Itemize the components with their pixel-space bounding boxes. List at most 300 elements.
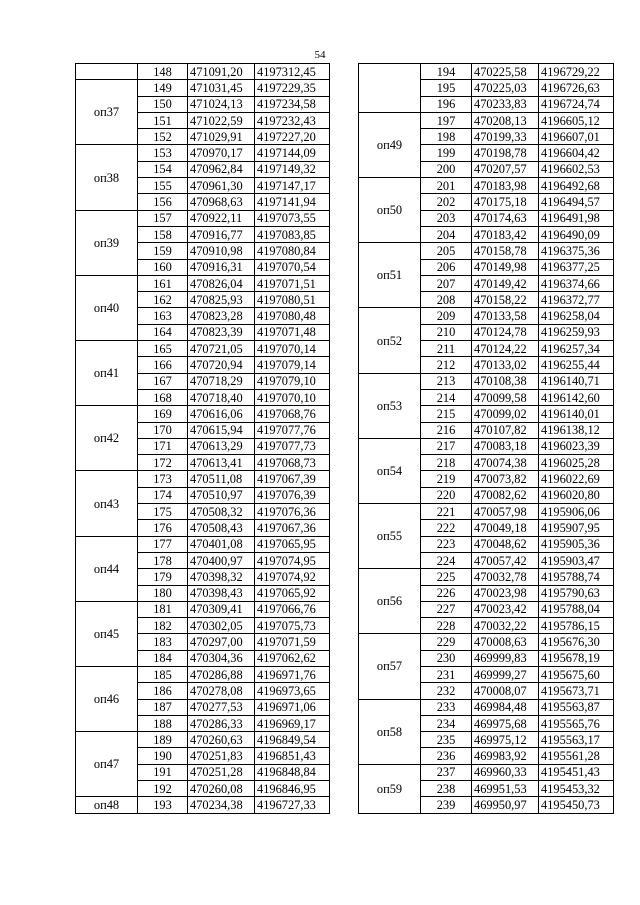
table-row [76,471,330,487]
table-row [359,504,614,520]
y-coordinate: 4195450,73 [539,797,614,813]
table-row [76,80,330,96]
point-number: 204 [421,226,472,242]
x-coordinate: 470613,29 [188,438,255,454]
y-coordinate: 4195907,95 [539,520,614,536]
y-coordinate: 4195903,47 [539,552,614,568]
point-number: 232 [421,683,472,699]
y-coordinate: 4197067,39 [255,471,330,487]
page-number: 54 [314,49,326,61]
y-coordinate: 4197070,14 [255,341,330,357]
y-coordinate: 4196255,44 [539,357,614,373]
y-coordinate: 4196257,34 [539,341,614,357]
y-coordinate: 4196492,68 [539,178,614,194]
x-coordinate: 470032,22 [472,618,539,634]
x-coordinate: 470962,84 [188,161,255,177]
y-coordinate: 4196372,77 [539,292,614,308]
point-number: 224 [421,552,472,568]
table-row [359,699,614,715]
point-number: 223 [421,536,472,552]
x-coordinate: 470158,78 [472,243,539,259]
y-coordinate: 4197232,43 [255,112,330,128]
y-coordinate: 4197067,36 [255,520,330,536]
y-coordinate: 4197083,85 [255,226,330,242]
y-coordinate: 4196142,60 [539,389,614,405]
x-coordinate: 469999,83 [472,650,539,666]
point-number: 170 [138,422,188,438]
point-number: 158 [138,226,188,242]
point-number: 148 [138,64,188,80]
x-coordinate: 470825,93 [188,292,255,308]
x-coordinate: 470398,32 [188,569,255,585]
x-coordinate: 469975,68 [472,715,539,731]
support-group-label: оп53 [359,373,421,438]
y-coordinate: 4197075,73 [255,618,330,634]
y-coordinate: 4197070,54 [255,259,330,275]
y-coordinate: 4195451,43 [539,764,614,780]
y-coordinate: 4196729,22 [539,64,614,80]
table-row [359,438,614,454]
y-coordinate: 4196494,57 [539,194,614,210]
point-number: 238 [421,781,472,797]
point-number: 237 [421,764,472,780]
x-coordinate: 470718,40 [188,389,255,405]
point-number: 182 [138,618,188,634]
y-coordinate: 4195563,17 [539,732,614,748]
point-number: 188 [138,715,188,731]
y-coordinate: 4196848,84 [255,764,330,780]
y-coordinate: 4197068,73 [255,455,330,471]
y-coordinate: 4196605,12 [539,112,614,128]
x-coordinate: 470049,18 [472,520,539,536]
point-number: 186 [138,683,188,699]
point-number: 165 [138,341,188,357]
x-coordinate: 470260,08 [188,781,255,797]
point-number: 156 [138,194,188,210]
point-number: 178 [138,552,188,568]
x-coordinate: 470260,63 [188,732,255,748]
support-group-label: оп48 [76,797,138,813]
point-number: 222 [421,520,472,536]
point-number: 195 [421,80,472,96]
point-number: 218 [421,455,472,471]
point-number: 212 [421,357,472,373]
point-number: 198 [421,129,472,145]
x-coordinate: 470107,82 [472,422,539,438]
y-coordinate: 4195678,19 [539,650,614,666]
y-coordinate: 4197077,76 [255,422,330,438]
y-coordinate: 4195563,87 [539,699,614,715]
point-number: 160 [138,259,188,275]
support-group-label: оп57 [359,634,421,699]
support-group-label: оп54 [359,438,421,503]
point-number: 201 [421,178,472,194]
x-coordinate: 470309,41 [188,601,255,617]
x-coordinate: 470718,29 [188,373,255,389]
y-coordinate: 4196490,09 [539,226,614,242]
support-group-label: оп58 [359,699,421,764]
y-coordinate: 4197234,58 [255,96,330,112]
support-group-label: оп55 [359,504,421,569]
point-number: 216 [421,422,472,438]
point-number: 191 [138,764,188,780]
y-coordinate: 4196604,42 [539,145,614,161]
x-coordinate: 470183,98 [472,178,539,194]
x-coordinate: 469999,27 [472,666,539,682]
point-number: 209 [421,308,472,324]
point-number: 215 [421,406,472,422]
point-number: 150 [138,96,188,112]
x-coordinate: 471031,45 [188,80,255,96]
support-group-label [359,64,421,113]
x-coordinate: 470961,30 [188,178,255,194]
table-row [76,145,330,161]
point-number: 187 [138,699,188,715]
point-number: 226 [421,585,472,601]
point-number: 196 [421,96,472,112]
y-coordinate: 4196727,33 [255,797,330,813]
y-coordinate: 4196025,28 [539,455,614,471]
point-number: 213 [421,373,472,389]
table-row [76,64,330,80]
x-coordinate: 470297,00 [188,634,255,650]
y-coordinate: 4196849,54 [255,732,330,748]
table-row [76,210,330,226]
y-coordinate: 4196726,63 [539,80,614,96]
point-number: 200 [421,161,472,177]
x-coordinate: 470823,28 [188,308,255,324]
y-coordinate: 4195565,76 [539,715,614,731]
table-row [359,764,614,780]
point-number: 149 [138,80,188,96]
x-coordinate: 469960,33 [472,764,539,780]
x-coordinate: 470099,02 [472,406,539,422]
y-coordinate: 4195673,71 [539,683,614,699]
x-coordinate: 470175,18 [472,194,539,210]
point-number: 192 [138,781,188,797]
table-row [359,569,614,585]
y-coordinate: 4196969,17 [255,715,330,731]
y-coordinate: 4197071,51 [255,275,330,291]
y-coordinate: 4197076,39 [255,487,330,503]
point-number: 153 [138,145,188,161]
x-coordinate: 470124,78 [472,324,539,340]
x-coordinate: 470234,38 [188,797,255,813]
y-coordinate: 4196971,76 [255,666,330,682]
y-coordinate: 4197073,55 [255,210,330,226]
x-coordinate: 470916,31 [188,259,255,275]
x-coordinate: 471091,20 [188,64,255,80]
x-coordinate: 470174,63 [472,210,539,226]
x-coordinate: 470207,57 [472,161,539,177]
y-coordinate: 4196607,01 [539,129,614,145]
support-group-label: оп50 [359,178,421,243]
x-coordinate: 470108,38 [472,373,539,389]
y-coordinate: 4197080,84 [255,243,330,259]
point-number: 162 [138,292,188,308]
y-coordinate: 4196140,71 [539,373,614,389]
x-coordinate: 470233,83 [472,96,539,112]
point-number: 214 [421,389,472,405]
support-group-label: оп56 [359,569,421,634]
y-coordinate: 4196846,95 [255,781,330,797]
point-number: 230 [421,650,472,666]
y-coordinate: 4195790,63 [539,585,614,601]
x-coordinate: 470823,39 [188,324,255,340]
x-coordinate: 471024,13 [188,96,255,112]
x-coordinate: 470208,13 [472,112,539,128]
x-coordinate: 470720,94 [188,357,255,373]
x-coordinate: 469950,97 [472,797,539,813]
point-number: 167 [138,373,188,389]
x-coordinate: 470199,33 [472,129,539,145]
x-coordinate: 470286,33 [188,715,255,731]
y-coordinate: 4197065,92 [255,585,330,601]
x-coordinate: 470401,08 [188,536,255,552]
point-number: 151 [138,112,188,128]
x-coordinate: 470158,22 [472,292,539,308]
point-number: 189 [138,732,188,748]
point-number: 183 [138,634,188,650]
x-coordinate: 470149,98 [472,259,539,275]
x-coordinate: 470968,63 [188,194,255,210]
y-coordinate: 4196602,53 [539,161,614,177]
y-coordinate: 4197147,17 [255,178,330,194]
point-number: 235 [421,732,472,748]
table-row [359,64,614,80]
x-coordinate: 470057,98 [472,504,539,520]
support-group-label: оп37 [76,80,138,145]
x-coordinate: 470183,42 [472,226,539,242]
table-row [76,732,330,748]
x-coordinate: 470225,58 [472,64,539,80]
y-coordinate: 4197144,09 [255,145,330,161]
y-coordinate: 4197229,35 [255,80,330,96]
table-row [359,308,614,324]
x-coordinate: 470082,62 [472,487,539,503]
point-number: 206 [421,259,472,275]
x-coordinate: 470277,53 [188,699,255,715]
x-coordinate: 470970,17 [188,145,255,161]
x-coordinate: 470198,78 [472,145,539,161]
x-coordinate: 470304,36 [188,650,255,666]
table-row [359,373,614,389]
point-number: 185 [138,666,188,682]
point-number: 234 [421,715,472,731]
x-coordinate: 470398,43 [188,585,255,601]
y-coordinate: 4196023,39 [539,438,614,454]
x-coordinate: 470099,58 [472,389,539,405]
point-number: 171 [138,438,188,454]
table-row [76,536,330,552]
x-coordinate: 470225,03 [472,80,539,96]
point-number: 159 [138,243,188,259]
point-number: 155 [138,178,188,194]
support-group-label: оп51 [359,243,421,308]
x-coordinate: 470400,97 [188,552,255,568]
point-number: 181 [138,601,188,617]
point-number: 236 [421,748,472,764]
point-number: 208 [421,292,472,308]
support-group-label: оп44 [76,536,138,601]
y-coordinate: 4196375,36 [539,243,614,259]
support-group-label: оп59 [359,764,421,813]
x-coordinate: 470048,62 [472,536,539,552]
y-coordinate: 4197080,48 [255,308,330,324]
point-number: 180 [138,585,188,601]
y-coordinate: 4195786,15 [539,618,614,634]
y-coordinate: 4196377,25 [539,259,614,275]
support-group-label: оп43 [76,471,138,536]
x-coordinate: 471022,59 [188,112,255,128]
point-number: 197 [421,112,472,128]
x-coordinate: 469984,48 [472,699,539,715]
x-coordinate: 470074,38 [472,455,539,471]
x-coordinate: 470508,32 [188,504,255,520]
x-coordinate: 470910,98 [188,243,255,259]
x-coordinate: 470133,58 [472,308,539,324]
table-row [76,666,330,682]
table-row [76,601,330,617]
support-group-label: оп47 [76,732,138,797]
point-number: 169 [138,406,188,422]
y-coordinate: 4195906,06 [539,504,614,520]
y-coordinate: 4196851,43 [255,748,330,764]
point-number: 221 [421,504,472,520]
y-coordinate: 4196022,69 [539,471,614,487]
x-coordinate: 469951,53 [472,781,539,797]
x-coordinate: 470023,42 [472,601,539,617]
support-group-label: оп41 [76,341,138,406]
y-coordinate: 4196020,80 [539,487,614,503]
x-coordinate: 470083,18 [472,438,539,454]
y-coordinate: 4197066,76 [255,601,330,617]
x-coordinate: 470615,94 [188,422,255,438]
point-number: 193 [138,797,188,813]
table-row [76,406,330,422]
y-coordinate: 4197080,51 [255,292,330,308]
point-number: 173 [138,471,188,487]
table-row [359,634,614,650]
x-coordinate: 470023,98 [472,585,539,601]
point-number: 177 [138,536,188,552]
y-coordinate: 4197071,59 [255,634,330,650]
point-number: 166 [138,357,188,373]
x-coordinate: 470008,07 [472,683,539,699]
point-number: 199 [421,145,472,161]
x-coordinate: 470073,82 [472,471,539,487]
y-coordinate: 4197062,62 [255,650,330,666]
x-coordinate: 470302,05 [188,618,255,634]
x-coordinate: 470510,97 [188,487,255,503]
y-coordinate: 4197227,20 [255,129,330,145]
x-coordinate: 470251,83 [188,748,255,764]
point-number: 157 [138,210,188,226]
point-number: 190 [138,748,188,764]
y-coordinate: 4195675,60 [539,666,614,682]
y-coordinate: 4197079,10 [255,373,330,389]
support-group-label: оп52 [359,308,421,373]
y-coordinate: 4197068,76 [255,406,330,422]
point-number: 154 [138,161,188,177]
x-coordinate: 470133,02 [472,357,539,373]
point-number: 194 [421,64,472,80]
x-coordinate: 470826,04 [188,275,255,291]
x-coordinate: 470286,88 [188,666,255,682]
support-group-label: оп49 [359,112,421,177]
y-coordinate: 4196491,98 [539,210,614,226]
point-number: 217 [421,438,472,454]
point-number: 172 [138,455,188,471]
point-number: 202 [421,194,472,210]
y-coordinate: 4196140,01 [539,406,614,422]
point-number: 233 [421,699,472,715]
point-number: 163 [138,308,188,324]
x-coordinate: 469983,92 [472,748,539,764]
y-coordinate: 4197065,95 [255,536,330,552]
table-row [359,178,614,194]
y-coordinate: 4197070,10 [255,389,330,405]
x-coordinate: 470508,43 [188,520,255,536]
point-number: 164 [138,324,188,340]
y-coordinate: 4195453,32 [539,781,614,797]
x-coordinate: 470616,06 [188,406,255,422]
point-number: 203 [421,210,472,226]
x-coordinate: 470511,08 [188,471,255,487]
y-coordinate: 4195788,74 [539,569,614,585]
x-coordinate: 470922,11 [188,210,255,226]
support-group-label: оп46 [76,666,138,731]
x-coordinate: 470916,77 [188,226,255,242]
table-row [76,797,330,813]
y-coordinate: 4196138,12 [539,422,614,438]
y-coordinate: 4196724,74 [539,96,614,112]
x-coordinate: 470008,63 [472,634,539,650]
point-number: 161 [138,275,188,291]
table-row [359,243,614,259]
x-coordinate: 470057,42 [472,552,539,568]
point-number: 207 [421,275,472,291]
point-number: 205 [421,243,472,259]
support-group-label: оп38 [76,145,138,210]
point-number: 220 [421,487,472,503]
point-number: 179 [138,569,188,585]
point-number: 229 [421,634,472,650]
y-coordinate: 4196258,04 [539,308,614,324]
y-coordinate: 4195676,30 [539,634,614,650]
y-coordinate: 4195788,04 [539,601,614,617]
y-coordinate: 4197071,48 [255,324,330,340]
point-number: 174 [138,487,188,503]
point-number: 228 [421,618,472,634]
point-number: 168 [138,389,188,405]
y-coordinate: 4196973,65 [255,683,330,699]
point-number: 227 [421,601,472,617]
point-number: 152 [138,129,188,145]
y-coordinate: 4197074,95 [255,552,330,568]
y-coordinate: 4197312,45 [255,64,330,80]
point-number: 239 [421,797,472,813]
table-row [76,341,330,357]
point-number: 231 [421,666,472,682]
point-number: 219 [421,471,472,487]
x-coordinate: 470613,41 [188,455,255,471]
table-row [359,112,614,128]
y-coordinate: 4196971,06 [255,699,330,715]
support-group-label: оп45 [76,601,138,666]
x-coordinate: 470278,08 [188,683,255,699]
y-coordinate: 4195905,36 [539,536,614,552]
